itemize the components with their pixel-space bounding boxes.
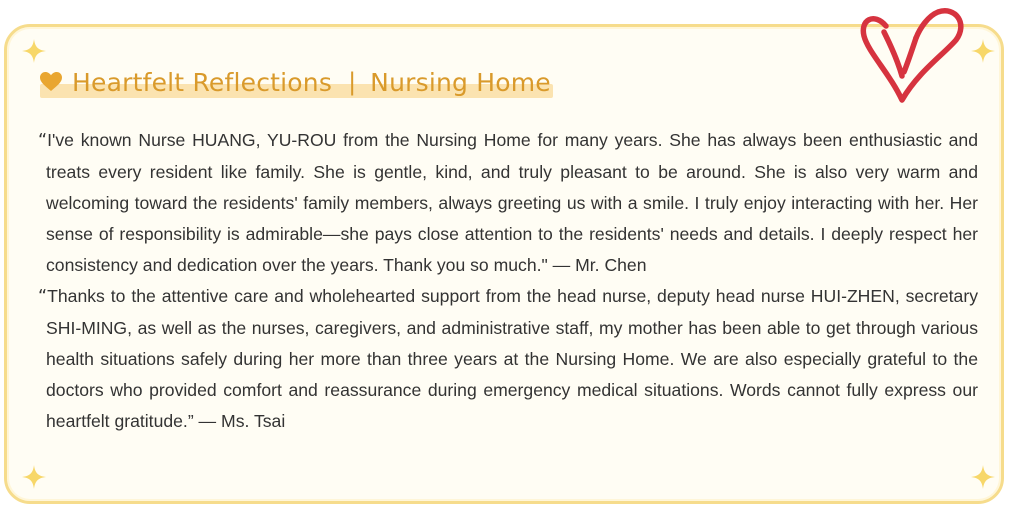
header-title: Heartfelt Reflections	[72, 67, 333, 97]
sparkle-icon	[22, 39, 46, 63]
sparkle-icon	[971, 39, 995, 63]
open-quote-mark: “	[38, 131, 48, 151]
testimonial-list	[38, 125, 978, 437]
testimonial-quote	[38, 281, 978, 437]
heart-icon	[40, 72, 62, 92]
heart-paperclip-icon	[858, 2, 966, 106]
testimonial-text: Thanks to the attentive care and wholehearted support from the head nurse, deputy head nurse HUI-ZHEN, secretary SHI-MING, as well as the nurses, caregivers, and administrative staff, my mother has been able to get through various health situations safely during her more than three years at the Nursing Home. We are also especially grateful to the doctors who provided comfort and reassurance during emergency medical situations. Words cannot fully express our heartfelt gratitude.” — Ms. Tsai	[46, 286, 978, 431]
header-separator: |	[348, 68, 357, 96]
header	[40, 62, 551, 102]
sparkle-icon	[971, 465, 995, 489]
header-subtitle: Nursing Home	[370, 67, 551, 97]
testimonial-text: I've known Nurse HUANG, YU-ROU from the Nursing Home for many years. She has always been enthusiastic and treats every resident like family. She is gentle, kind, and truly pleasant to be around. She is also very warm and welcoming toward the residents' family members, always greeting us with a smile. I truly enjoy interacting with her. Her sense of responsibility is admirable—she pays close attention to the residents' needs and details. I deeply respect her consistency and dedication over the years. Thank you so much." — Mr. Chen	[46, 130, 978, 275]
open-quote-mark: “	[38, 287, 48, 307]
sparkle-icon	[22, 465, 46, 489]
testimonial-quote	[38, 125, 978, 281]
